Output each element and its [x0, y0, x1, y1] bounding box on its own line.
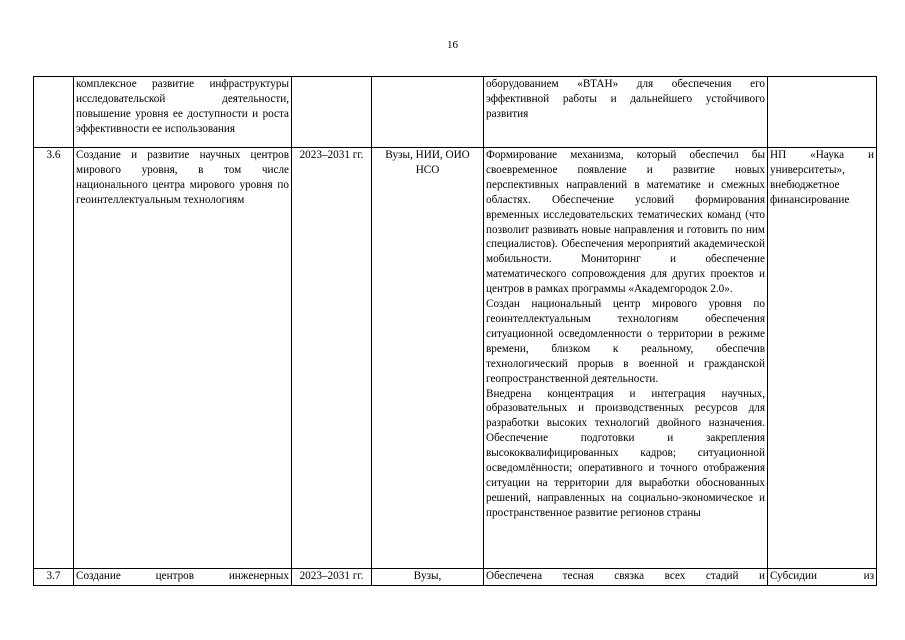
results-paragraph: Формирование механизма, который обеспечил бы своевременное появление и развитие новых перспективных направлений в математике и смежных областях. Обеспечение условий формирования временных исследовательских тематических команд (что позволит развивать новые направления и готовить по ним специалистов). Обеспечения мероприятий академической мобильности. Мониторинг и обеспечение математического сопровождения для других проектов и центров в рамках программы «Академгородок 2.0». — [486, 149, 765, 296]
measure-name: Создание центров инженерных — [74, 569, 292, 586]
table-row — [34, 77, 877, 148]
measure-name: комплексное развитие инфраструктуры исследовательской деятельности, повышение уровня ее доступности и роста эффективности ее использования — [74, 77, 292, 148]
results-cell — [484, 77, 768, 148]
period-cell: 2023–2031 гг. — [292, 148, 372, 569]
table-row — [34, 148, 877, 569]
period-cell — [292, 77, 372, 148]
results-cell — [484, 148, 768, 569]
row-number — [34, 77, 74, 148]
row-number: 3.6 — [34, 148, 74, 569]
measure-name: Создание и развитие научных центров мирового уровня, в том числе национального центра мирового уровня по геоинтеллектуальным технологиям — [74, 148, 292, 569]
results-paragraph: Обеспечена тесная связка всех стадий и — [486, 570, 765, 582]
funding-cell: НП «Наука и университеты», внебюджетное финансирование — [768, 148, 877, 569]
results-paragraph: Создан национальный центр мирового уровня по геоинтеллектуальным технологиям обеспечения ситуационной осведомленности о территории в режиме времени, близком к реальному, обеспечив технологический прорыв в военной и гражданской геопространственной деятельности. — [486, 298, 765, 385]
funding-cell: Субсидии из — [768, 569, 877, 586]
table-row — [34, 569, 877, 586]
executors-cell: Вузы, — [372, 569, 484, 586]
period-cell: 2023–2031 гг. — [292, 569, 372, 586]
plan-table — [33, 76, 877, 586]
page-number: 16 — [447, 39, 458, 51]
funding-cell — [768, 77, 877, 148]
executors-cell: Вузы, НИИ, ОИО НСО — [372, 148, 484, 569]
results-cell — [484, 569, 768, 586]
results-paragraph: оборудованием «ВТАН» для обеспечения его эффективной работы и дальнейшего устойчивого развития — [486, 78, 765, 120]
executors-cell — [372, 77, 484, 148]
row-number: 3.7 — [34, 569, 74, 586]
results-paragraph: Внедрена концентрация и интеграция научных, образовательных и производственных ресурсов для разработки высоких технологий двойного назначения. Обеспечение подготовки и закрепления высококвалифицированных кадров; ситуационной осведомлённости; оперативного и точного отображения ситуации на территории для выработки обоснованных решений, направленных на социально-экономическое и пространственное развитие регионов страны — [486, 387, 765, 519]
